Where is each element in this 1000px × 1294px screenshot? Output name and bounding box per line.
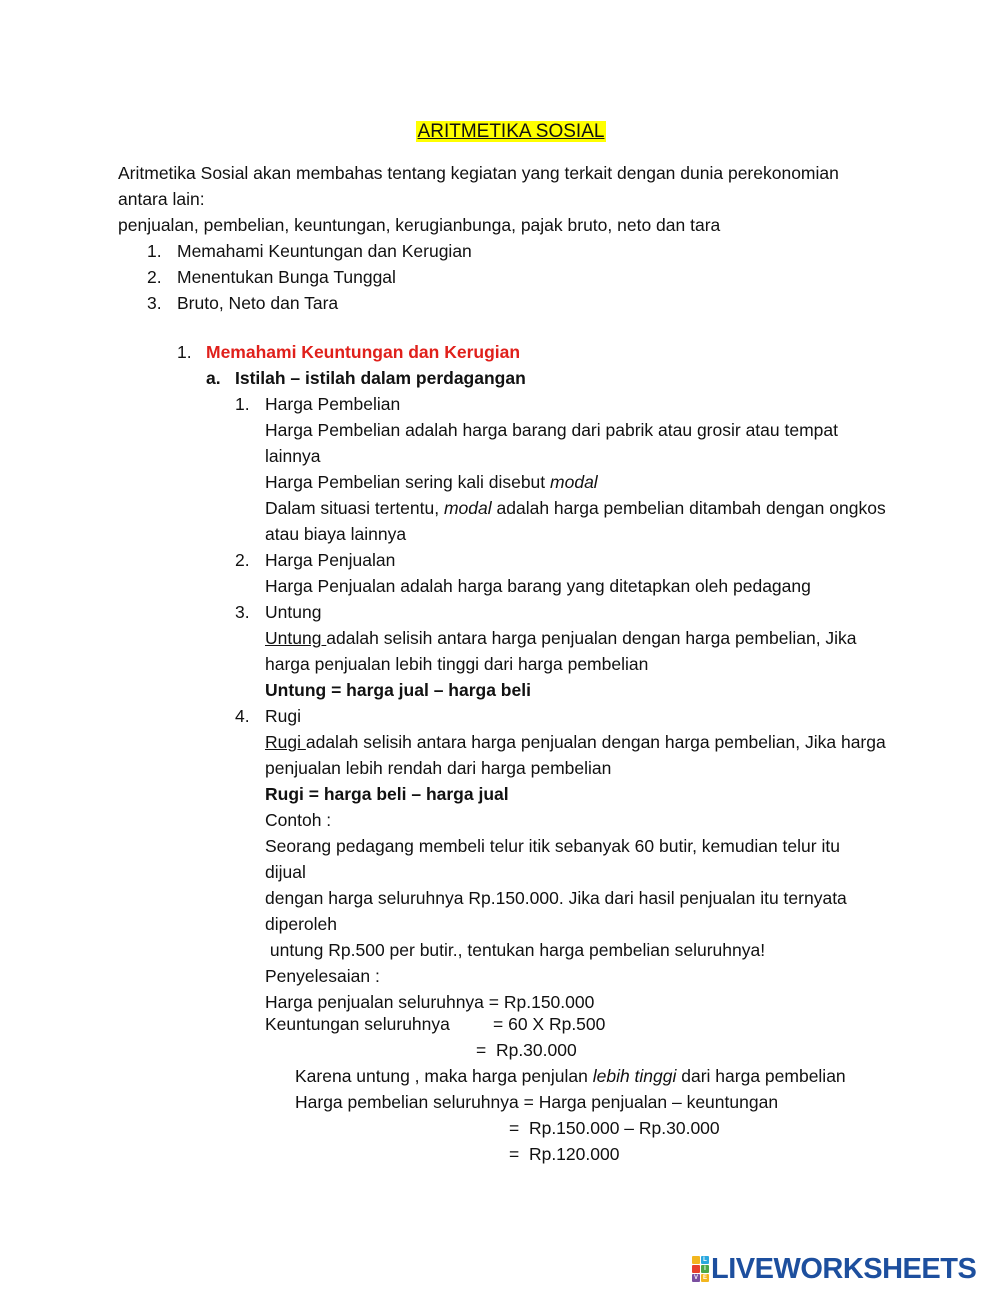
term-harga-pembelian: [265, 391, 915, 547]
example-text: Seorang pedagang membeli telur itik sebanyak 60 butir, kemudian telur itu: [265, 836, 840, 856]
formula-untung: Untung = harga jual – harga beli: [265, 680, 531, 700]
solution-line-value: = Rp.30.000: [476, 1040, 577, 1060]
logo-tile: E: [702, 1275, 707, 1281]
intro-paragraph: [118, 160, 898, 238]
term-name: Harga Pembelian: [265, 394, 401, 414]
underlined-term: Untung: [265, 628, 327, 648]
logo-tile: L: [701, 1256, 709, 1264]
solution-result: = Rp.120.000: [509, 1144, 620, 1164]
solution-formula: Harga pembelian seluruhnya = Harga penjualan – keuntungan: [295, 1092, 779, 1112]
term-text: [265, 625, 915, 651]
term-num-2: 2.: [235, 550, 250, 570]
section-heading: Memahami Keuntungan dan Kerugian: [206, 342, 521, 362]
solution-step: = Rp.150.000 – Rp.30.000: [509, 1118, 720, 1138]
page-title-text: ARITMETIKA SOSIAL: [417, 121, 605, 142]
toc-item-2: Menentukan Bunga Tunggal: [177, 267, 396, 287]
term-text: [265, 495, 915, 521]
solution-line: Harga penjualan seluruhnya = Rp.150.000: [265, 992, 595, 1012]
term-name: Untung: [265, 602, 322, 622]
toc-item-3: Bruto, Neto dan Tara: [177, 293, 339, 313]
term-num-1: 1.: [235, 394, 250, 414]
subsection-letter: a.: [206, 368, 221, 388]
term-rugi: [265, 703, 915, 1015]
term-text: harga penjualan lebih tinggi dari harga pembelian: [265, 654, 649, 674]
example-text: untung Rp.500 per butir., tentukan harga pembelian seluruhnya!: [265, 940, 766, 960]
solution-line-value: = 60 X Rp.500: [493, 1014, 606, 1034]
text-run: dari harga pembelian: [676, 1066, 846, 1086]
logo-tile: I: [701, 1265, 709, 1273]
text-run: Harga Pembelian sering kali disebut: [265, 472, 551, 492]
logo-tile: V: [693, 1275, 698, 1281]
term-name: Harga Penjualan: [265, 550, 396, 570]
logo-text: LIVEWORKSHEETS: [711, 1252, 977, 1285]
logo-tile: [692, 1256, 700, 1264]
term-text: [265, 469, 915, 495]
toc-num-2: 2.: [147, 267, 162, 287]
term-harga-penjualan: [265, 547, 915, 599]
text-run: adalah harga pembelian ditambah dengan ongkos: [491, 498, 886, 518]
toc-num-1: 1.: [147, 241, 162, 261]
toc-num-3: 3.: [147, 293, 162, 313]
intro-line-2: antara lain:: [118, 189, 205, 209]
emphasis: modal: [550, 472, 598, 492]
term-text: [265, 729, 915, 755]
intro-line-3: penjualan, pembelian, keuntungan, kerugianbunga, pajak bruto, neto dan tara: [118, 215, 721, 235]
term-num-4: 4.: [235, 706, 250, 726]
example-label: Contoh :: [265, 810, 332, 830]
solution-reason: [295, 1063, 846, 1089]
example-text: dijual: [265, 862, 306, 882]
term-name: Rugi: [265, 706, 301, 726]
term-num-3: 3.: [235, 602, 250, 622]
text-run: Karena untung , maka harga penjulan: [295, 1066, 593, 1086]
term-text: lainnya: [265, 446, 321, 466]
term-untung: [265, 599, 915, 703]
term-text: Harga Pembelian adalah harga barang dari pabrik atau grosir atau tempat: [265, 420, 838, 440]
page-title: [0, 119, 1000, 145]
term-text: atau biaya lainnya: [265, 524, 407, 544]
intro-line-1: Aritmetika Sosial akan membahas tentang kegiatan yang terkait dengan dunia perekonomian: [118, 163, 839, 183]
example-text: dengan harga seluruhnya Rp.150.000. Jika dari hasil penjualan itu ternyata: [265, 888, 847, 908]
liveworksheets-logo: [692, 1252, 976, 1286]
emphasis: lebih tinggi: [592, 1066, 677, 1086]
example-text: diperoleh: [265, 914, 337, 934]
text-run: adalah selisih antara harga penjualan dengan harga pembelian, Jika harga: [305, 732, 886, 752]
section-number: 1.: [177, 342, 192, 362]
term-text: penjualan lebih rendah dari harga pembelian: [265, 758, 612, 778]
underlined-term: Rugi: [265, 732, 306, 752]
text-run: Dalam situasi tertentu,: [265, 498, 444, 518]
solution-label: Penyelesaian :: [265, 966, 380, 986]
logo-mark-icon: [692, 1256, 709, 1282]
term-text: Harga Penjualan adalah harga barang yang ditetapkan oleh pedagang: [265, 576, 811, 596]
logo-tile: [692, 1265, 700, 1273]
solution-line-label: Keuntungan seluruhnya: [265, 1014, 450, 1034]
emphasis: modal: [443, 498, 492, 518]
formula-rugi: Rugi = harga beli – harga jual: [265, 784, 509, 804]
toc-item-1: Memahami Keuntungan dan Kerugian: [177, 241, 472, 261]
text-run: adalah selisih antara harga penjualan dengan harga pembelian, Jika: [326, 628, 857, 648]
subsection-heading: Istilah – istilah dalam perdagangan: [235, 368, 526, 388]
